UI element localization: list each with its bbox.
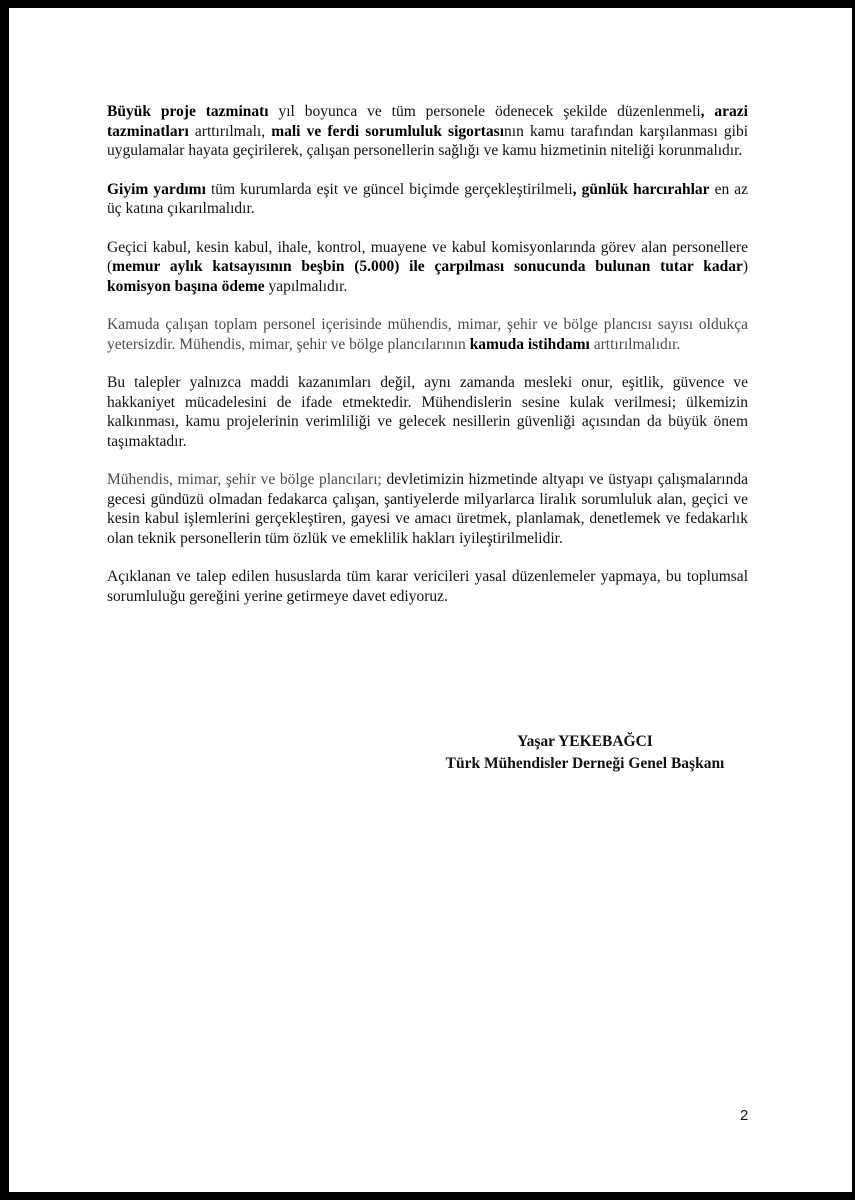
text-segment: Açıklanan ve talep edilen hususlarda tüm karar vericileri yasal düzenlemeler yapmaya, bu toplumsal sorumluluğu gereğini yerine getirmeye davet ediyoruz. <box>107 568 748 605</box>
text-segment: arttırılmalıdır. <box>589 335 681 353</box>
paragraph <box>107 315 748 354</box>
bold-text: , arazi tazminatları <box>107 103 748 140</box>
text-segment: Bu talepler yalnızca maddi kazanımları değil, aynı zamanda mesleki onur, eşitlik, güvence ve hakkaniyet mücadelesini de ifade etmektedir. Mühendislerin sesine kulak verilmesi; ülkemizin kalkınması, kamu projelerinin verimliliği ve gelecek nesillerin güvenliği açısından da büyük önem taşımaktadır. <box>107 374 748 450</box>
paragraph <box>107 470 748 548</box>
bold-text: Büyük proje tazminatı <box>107 103 269 120</box>
signatory-title: Türk Mühendisler Derneği Genel Başkanı <box>445 755 725 772</box>
text-segment: en az üç katına çıkarılmalıdır. <box>107 180 748 217</box>
text-segment: arttırılmalı, <box>188 122 272 140</box>
text-segment: Mühendis, mimar, şehir ve bölge plancıları; <box>107 471 382 488</box>
bold-text: kamuda istihdamı <box>469 335 590 353</box>
text-segment: Kamuda çalışan toplam personel içerisinde mühendis, mimar, şehir ve bölge plancısı sayısı oldukça yetersizdir. Mühendis, mimar, şehir ve bölge plancılarının <box>107 316 748 353</box>
bold-text: memur aylık katsayısının beşbin (5.000) ile çarpılması sonucunda bulunan tutar kadar <box>112 258 743 275</box>
bold-text: , günlük harcırahlar <box>572 180 710 198</box>
text-segment: tüm kurumlarda eşit ve güncel biçimde gerçekleştirilmeli <box>205 180 573 198</box>
text-segment: devletimizin hizmetinde altyapı ve üstyapı çalışmalarında gecesi gündüzü olmadan fedakarca çalışan, şantiyelerde milyarlarca liralık sorumluluk alan, geçici ve kesin kabul işlemlerini gerçekleştiren, gayesi ve amacı üretmek, planlamak, denetlemek ve fedakarlık olan teknik personellerin tüm özlük ve emeklilik hakları iyileştirilmelidir. <box>107 471 748 547</box>
paragraph <box>107 373 748 451</box>
text-segment: nın kamu tarafından karşılanması gibi uygulamalar hayata geçirilerek, çalışan personellerin sağlığı ve kamu hizmetinin niteliği korunmalıdır. <box>107 122 748 159</box>
paragraph <box>107 238 748 297</box>
text-segment: Geçici kabul, kesin kabul, ihale, kontrol, muayene ve kabul komisyonlarında görev alan personellere ( <box>107 238 748 275</box>
signatory-name: Yaşar YEKEBAĞCI <box>517 733 653 750</box>
bold-text: Giyim yardımı <box>107 180 206 198</box>
signature-block <box>430 731 740 775</box>
bold-text: komisyon başına ödeme <box>107 277 265 295</box>
paragraph <box>107 567 748 606</box>
page-number: 2 <box>740 1107 749 1124</box>
document-body <box>107 102 748 625</box>
paragraph <box>107 102 748 161</box>
bold-text: mali ve ferdi sorumluluk sigortası <box>271 122 505 140</box>
paragraph <box>107 180 748 219</box>
text-segment: yıl boyunca ve tüm personele ödenecek şekilde düzenlenmeli <box>268 103 701 120</box>
text-segment: yapılmalıdır. <box>264 277 348 295</box>
text-segment: ) <box>742 258 748 275</box>
